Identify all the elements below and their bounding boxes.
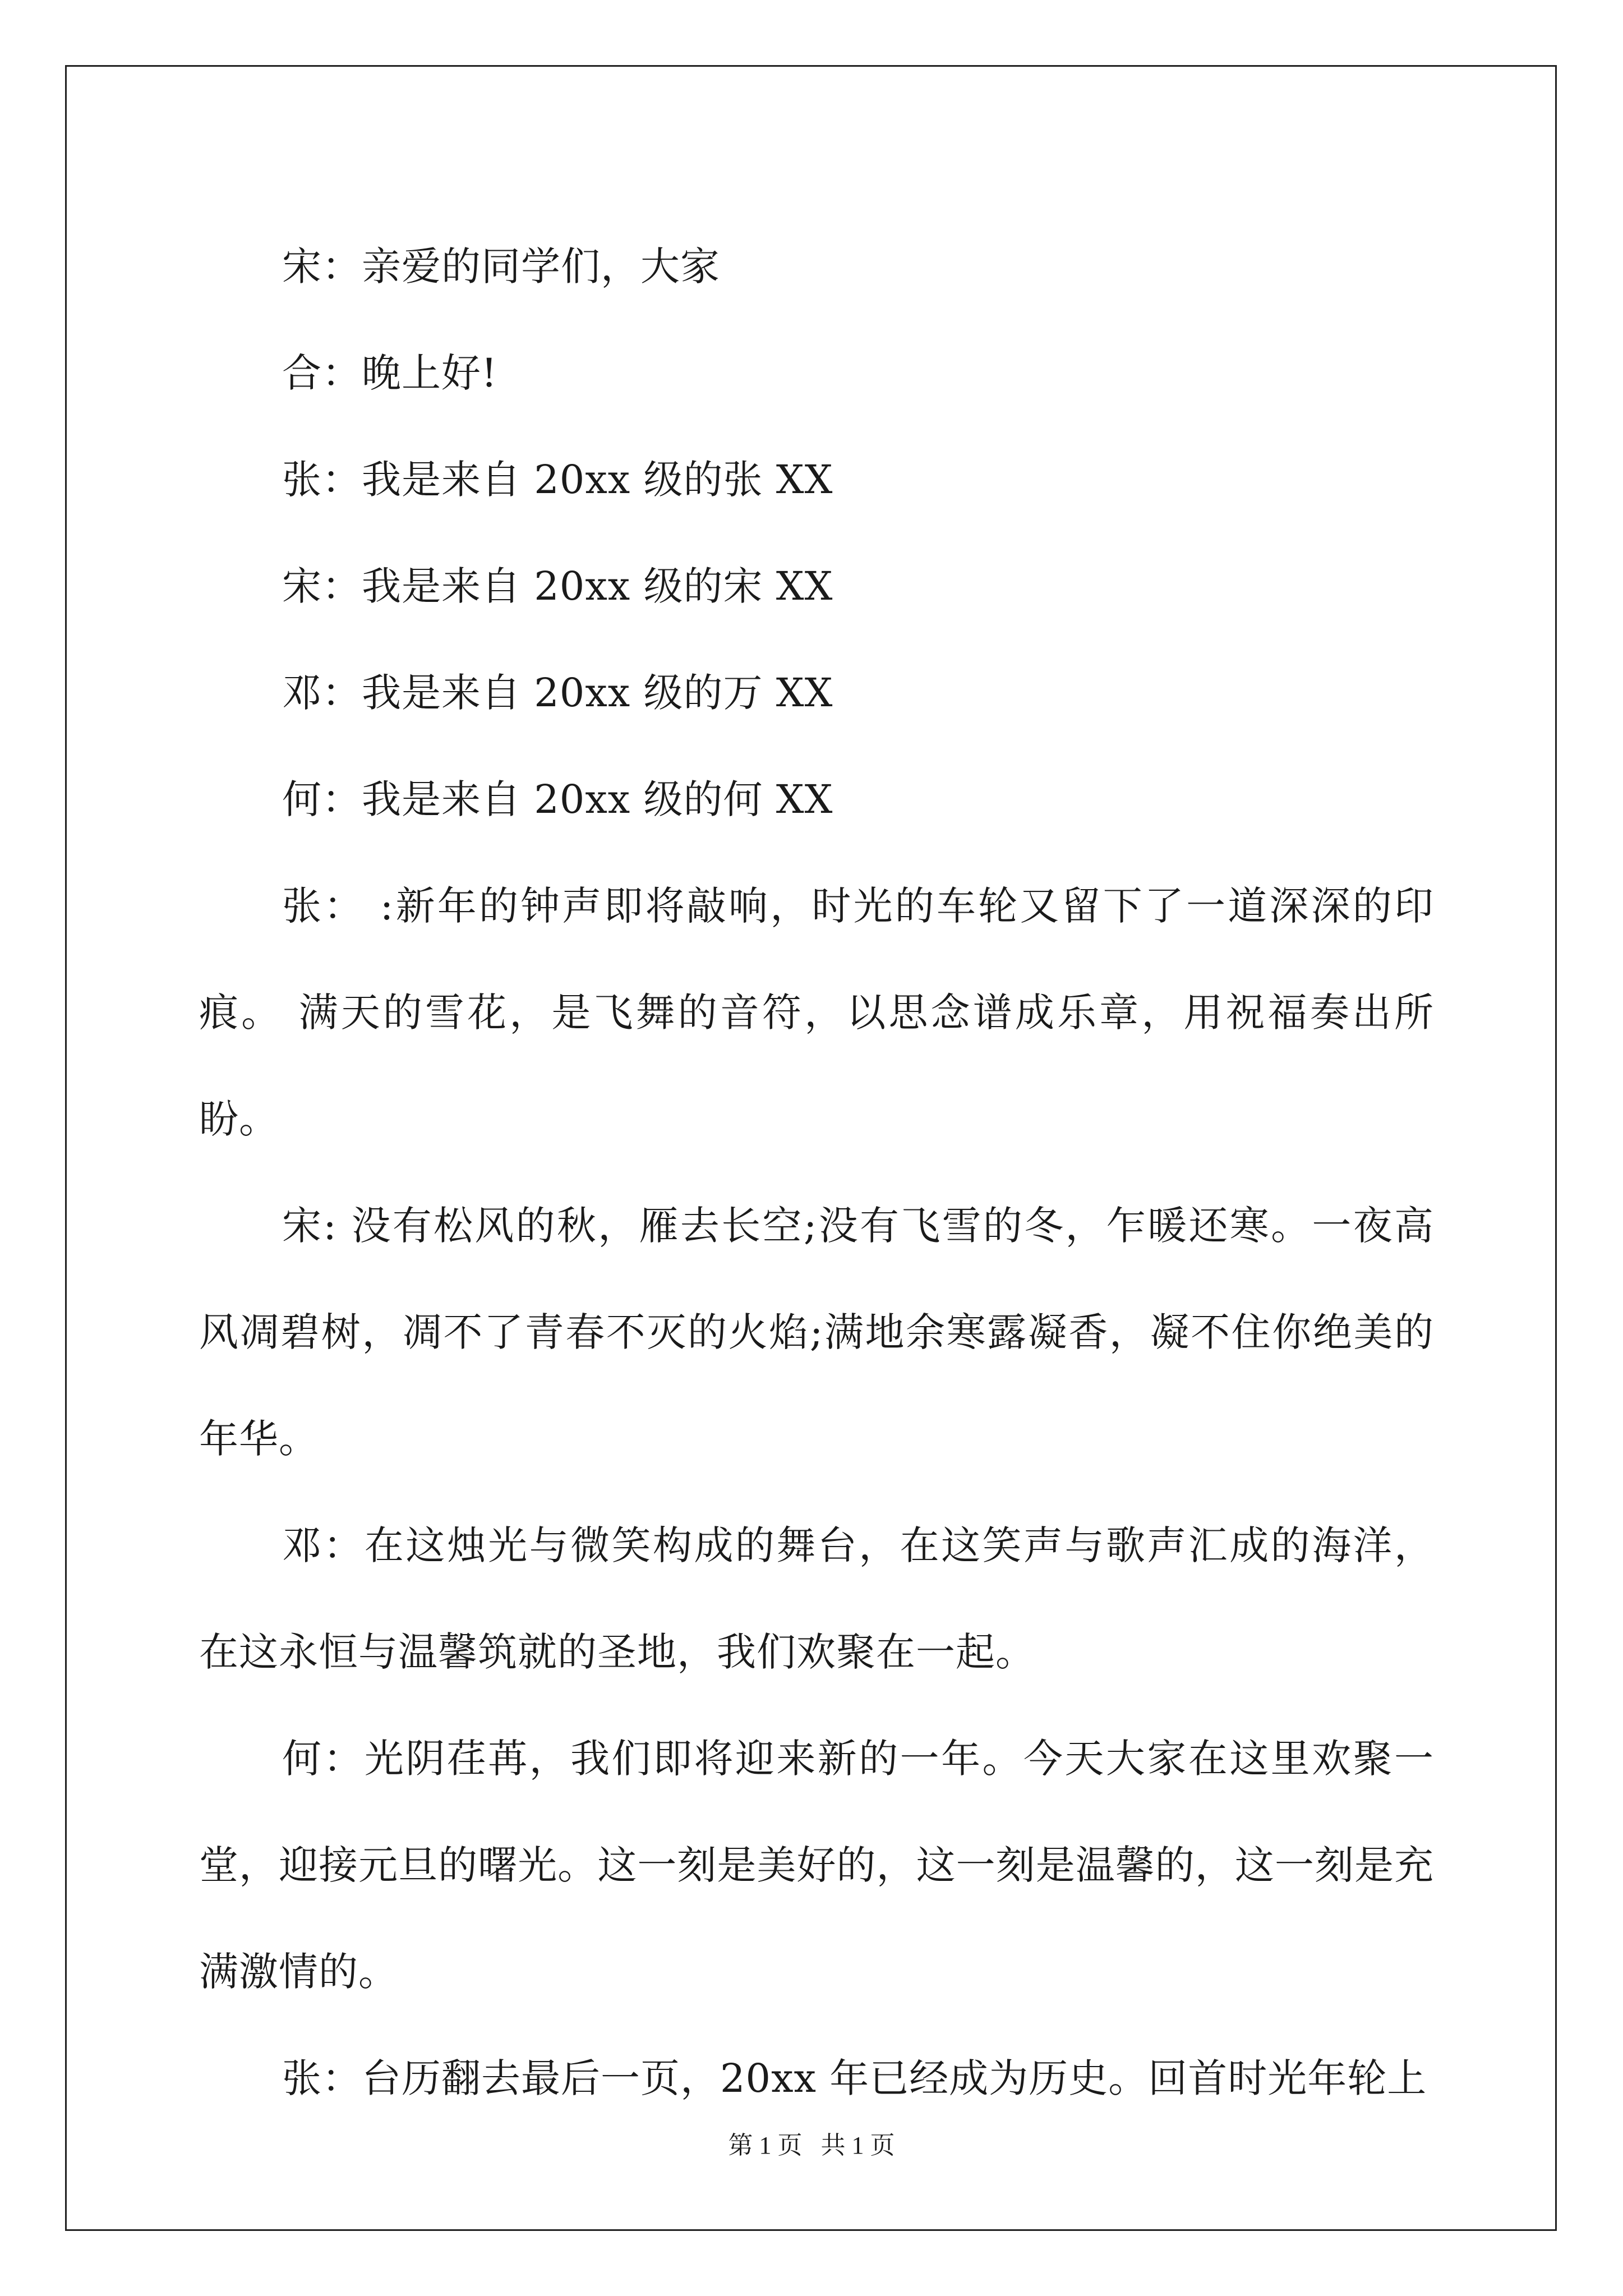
paragraph: 宋: 没有松风的秋，雁去长空;没有飞雪的冬，乍暖还寒。一夜高风凋碧树，凋不了青春不灭的火焰;满地余寒露凝香，凝不住你绝美的年华。 [199,1203,1434,1462]
document-body [199,213,1434,2132]
paragraph: 张：我是来自 20xx 级的张 XX [282,457,833,503]
page-number: 第 1 页 [728,2132,803,2159]
paragraph: 张： :新年的钟声即将敲响，时光的车轮又留下了一道深深的印痕。 满天的雪花，是飞舞的音符，以思念谱成乐章，用祝福奏出所盼。 [199,883,1434,1142]
paragraph: 何：光阴荏苒，我们即将迎来新的一年。今天大家在这里欢聚一堂，迎接元旦的曙光。这一刻是美好的，这一刻是温馨的，这一刻是充满激情的。 [199,1736,1434,1995]
paragraph: 宋：我是来自 20xx 级的宋 XX [282,563,833,609]
paragraph: 合：晚上好! [282,350,498,396]
paragraph: 何：我是来自 20xx 级的何 XX [282,776,833,822]
paragraph: 邓：在这烛光与微笑构成的舞台，在这笑声与歌声汇成的海洋，在这永恒与温馨筑就的圣地，我们欢聚在一起。 [199,1522,1434,1675]
page-footer [0,2129,1623,2162]
page-total: 共 1 页 [820,2132,895,2159]
paragraph: 张：台历翻去最后一页，20xx 年已经成为历史。回首时光年轮上 [282,2055,1427,2101]
paragraph: 宋：亲爱的同学们，大家 [282,243,720,289]
footer-spacer [803,2132,821,2159]
paragraph: 邓：我是来自 20xx 级的万 XX [282,670,833,716]
